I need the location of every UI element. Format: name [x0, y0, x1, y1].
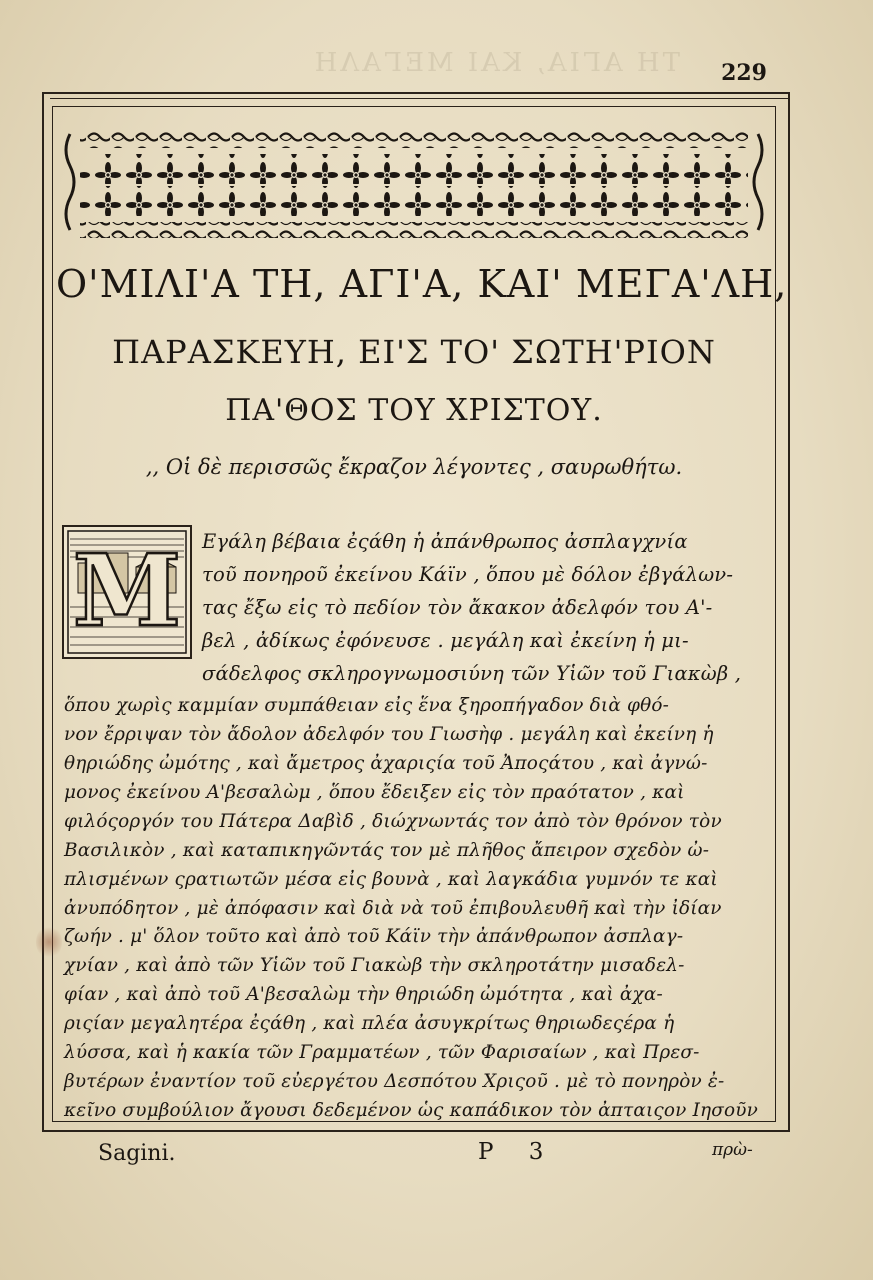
printer-signature: Sagini.	[98, 1141, 176, 1166]
epigraph-quote: ,, Οἱ δὲ περισσῶς ἔκραζον λέγοντες , σαυρωθήτω.	[145, 455, 683, 479]
body-line: βελ , ἀδίκως ἐφόνευσε . μεγάλη καὶ ἐκείνη ἡ μι-	[202, 629, 689, 652]
body-line: φίαν , καὶ ἀπὸ τοῦ Α'βεσαλὼμ τὴν θηριώδη ὠμότητα , καὶ ἀχα-	[64, 984, 663, 1006]
body-line: τοῦ πονηροῦ ἐκείνου Κάϊν , ὅπου μὲ δόλον ἐβγάλων-	[202, 563, 734, 586]
body-line: χνίαν , καὶ ἀπὸ τῶν Υἱῶν τοῦ Γιακὼβ τὴν σκληροτάτην μισαδελ-	[64, 955, 685, 977]
body-line: τας ἔξω εἰς τὸ πεδίον τὸν ἄκακον ἀδελφόν του Α'-	[202, 596, 713, 619]
body-line: σάδελφος σκληρογνωμοσιύνη τῶν Υἱῶν τοῦ Γιακὼβ ,	[202, 662, 742, 685]
title-line-2: ΠΑΡΑΣΚΕΥΗ, ΕΙ'Σ ΤΟ' ΣΩΤΗ'ΡΙΟΝ	[112, 333, 716, 371]
decorated-initial	[62, 525, 192, 659]
initial-letter: M	[72, 534, 182, 649]
catchword: πρὼ-	[712, 1140, 753, 1160]
body-line: Εγάλη βέβαια ἐςάθη ἡ ἀπάνθρωπος ἀσπλαγχνία	[202, 530, 688, 553]
body-line: μονος ἐκείνου Α'βεσαλὼμ , ὅπου ἔδειξεν εἰς τὸν πραότατον , καὶ	[64, 781, 685, 803]
title-line-1: Ο'ΜΙΛΙ'Α ΤΗ, ΑΓΙ'Α, ΚΑΙ' ΜΕΓΑ'ΛΗ,	[56, 262, 788, 306]
body-line: πλισμένων ςρατιωτῶν μέσα εἰς βουνὰ , καὶ λαγκάδια γυμνόν τε καὶ	[64, 868, 718, 890]
body-line: ριςίαν μεγαλητέρα ἐςάθη , καὶ πλέα ἀσυγκρίτως θηριωδεςέρα ἡ	[64, 1013, 675, 1035]
body-line: βυτέρων ἐναντίον τοῦ εὐεργέτου Δεσπότου Χριςοῦ . μὲ τὸ πονηρὸν ἐ-	[64, 1071, 725, 1093]
title-line-3: ΠΑ'ΘΟΣ ΤΟΥ ΧΡΙΣΤΟΥ.	[225, 393, 603, 428]
body-line: φιλόςοργόν του Πάτερα Δαβὶδ , διώχνωντάς τον ἀπὸ τὸν θρόνον τὸν	[64, 810, 722, 832]
body-line: ἀνυπόδητον , μὲ ἀπόφασιν καὶ διὰ νὰ τοῦ ἐπιβουλευθῆ καὶ τὴν ἰδίαν	[64, 897, 722, 919]
footer-rule	[46, 1130, 790, 1131]
ink-stain	[36, 925, 62, 959]
body-line: ὅπου χωρὶς καμμίαν συμπάθειαν εἰς ἕνα ξηροπήγαδον διὰ φθό-	[64, 695, 670, 716]
body-line: νον ἔρριψαν τὸν ἄδολον ἀδελφόν του Γιωσὴφ . μεγάλη καὶ ἐκείνη ἡ	[64, 723, 714, 745]
sheet-signature-mark: P 3	[478, 1139, 558, 1165]
body-line: κεῖνο συμβούλιον ἄγουσι δεδεμένον ὡς καπάδικον τὸν ἀπταιςον Ιησοῦν	[64, 1100, 759, 1121]
body-line: θηριώδης ὠμότης , καὶ ἄμετρος ἀχαριςία τοῦ Ἀποςάτου , καὶ ἀγνώ-	[64, 752, 708, 774]
show-through-running-head: ΤΗ ΑΓΙΑ, ΚΑΙ ΜΕΓΑΛΗ	[311, 48, 680, 78]
body-line: λύσσα, καὶ ἡ κακία τῶν Γραμματέων , τῶν Φαρισαίων , καὶ Πρεσ-	[64, 1042, 700, 1064]
body-line: ζωήν . μ' ὅλον τοῦτο καὶ ἀπὸ τοῦ Κάϊν τὴν ἀπάνθρωπον ἀσπλαγ-	[64, 926, 684, 948]
floral-ornament-band	[62, 130, 766, 242]
body-line: Βασιλικὸν , καὶ καταπικηγῶντάς τον μὲ πλῆθος ἄπειρον σχεδὸν ὠ-	[64, 839, 710, 861]
page-number: 229	[721, 60, 767, 86]
